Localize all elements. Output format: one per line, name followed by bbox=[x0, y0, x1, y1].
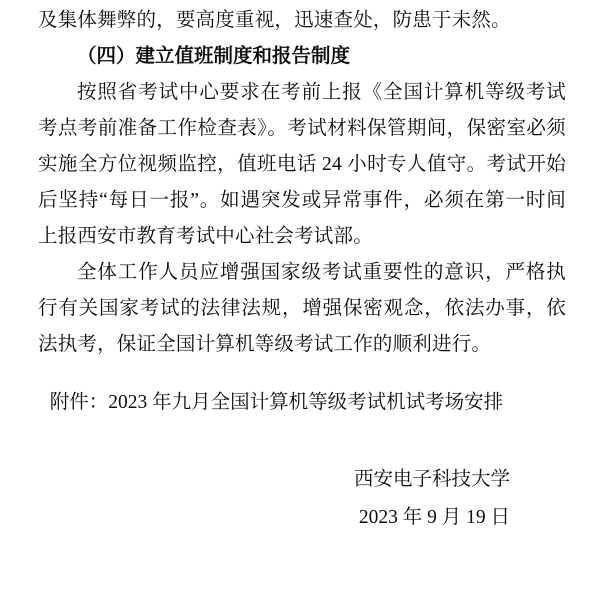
attachment-line: 附件：2023 年九月全国计算机等级考试机试考场安排 bbox=[49, 392, 504, 413]
signature-organization: 西安电子科技大学 bbox=[353, 469, 510, 490]
section-heading: （四）建立值班制度和报告制度 bbox=[77, 46, 351, 67]
spacer-before-signature bbox=[38, 421, 566, 461]
body-paragraph-2: 全体工作人员应增强国家级考试重要性的意识，严格执行有关国家考试的法律法规，增强保密观念，依法办事，依法执考，保证全国计算机等级考试工作的顺利进行。 bbox=[38, 262, 566, 355]
signature-date: 2023 年 9 月 19 日 bbox=[358, 507, 510, 528]
spacer-before-attachment bbox=[38, 363, 566, 385]
continued-paragraph: 及集体舞弊的，要高度重视，迅速查处，防患于未然。 bbox=[38, 10, 511, 31]
document-page bbox=[0, 3, 604, 615]
body-paragraph-1: 按照省考试中心要求在考前上报《全国计算机等级考试考点考前准备工作检查表》。考试材料保管期间，保密室必须实施全方位视频监控，值班电话 24 小时专人值守。考试开始后坚持“每日一报”。如遇突发或异常事件，必须在第一时间上报西安市教育考试中心社会考试部。 bbox=[38, 82, 566, 247]
